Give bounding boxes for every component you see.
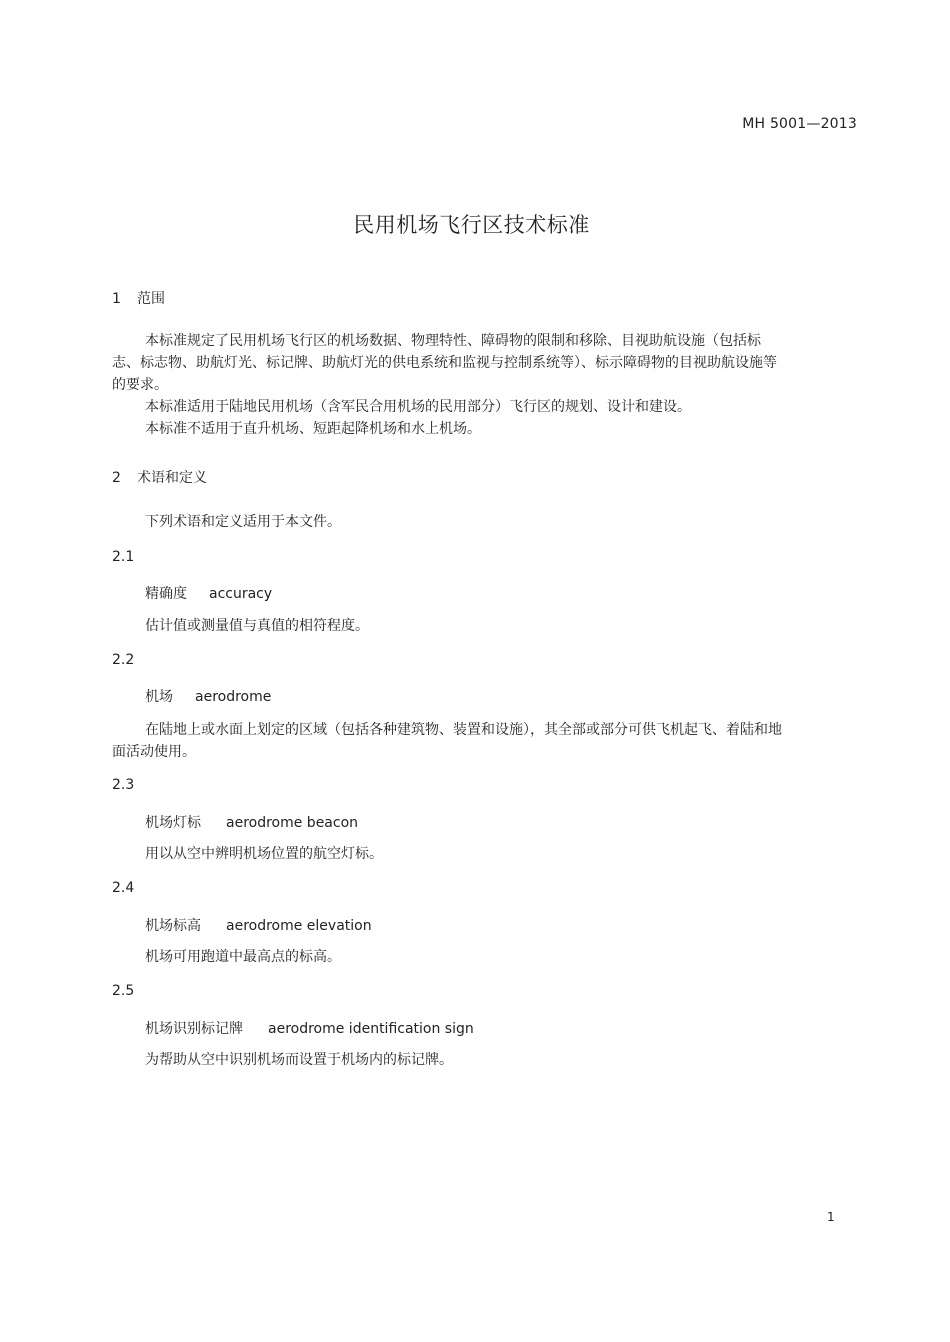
section-heading-terms [112,467,207,487]
terms-intro: 下列术语和定义适用于本文件。 [145,514,341,530]
term-zh: 机场标高 [145,918,201,934]
term-number: 2.3 [112,777,135,793]
term-en: accuracy [209,586,273,602]
term-entry [145,915,372,935]
document-code: MH 5001—2013 [742,116,857,132]
section-title: 术语和定义 [137,470,207,486]
document-title: 民用机场飞行区技术标准 [353,213,590,237]
term-number: 2.5 [112,983,135,999]
term-definition: 机场可用跑道中最高点的标高。 [145,949,341,965]
scope-paragraph-3: 本标准不适用于直升机场、短距起降机场和水上机场。 [145,421,481,437]
page-number: 1 [827,1210,835,1224]
section-title: 范围 [137,291,165,307]
term-en: aerodrome [195,689,272,705]
term-zh: 精确度 [145,586,187,602]
term-en: aerodrome elevation [226,918,372,934]
section-number: 2 [112,470,121,486]
term-definition: 在陆地上或水面上划定的区域（包括各种建筑物、装置和设施），其全部或部分可供飞机起飞、着陆和地面活动使用。 [112,722,782,760]
term-en: aerodrome beacon [226,815,359,831]
section-number: 1 [112,291,121,307]
term-definition: 为帮助从空中识别机场而设置于机场内的标记牌。 [145,1052,453,1068]
term-zh: 机场 [145,689,173,705]
term-zh: 机场识别标记牌 [145,1021,243,1037]
term-definition: 估计值或测量值与真值的相符程度。 [145,618,369,634]
scope-paragraph-1: 本标准规定了民用机场飞行区的机场数据、物理特性、障碍物的限制和移除、目视助航设施（包括标志、标志物、助航灯光、标记牌、助航灯光的供电系统和监视与控制系统等）、标示障碍物的目视助航设施等的要求。 [112,333,777,393]
term-en: aerodrome identification sign [268,1021,474,1037]
term-number: 2.1 [112,549,135,565]
scope-paragraph-2: 本标准适用于陆地民用机场（含军民合用机场的民用部分）飞行区的规划、设计和建设。 [145,399,691,415]
term-entry [145,1018,474,1038]
term-entry [145,812,358,832]
section-heading-scope [112,288,165,308]
term-number: 2.4 [112,880,135,896]
term-zh: 机场灯标 [145,815,201,831]
term-number: 2.2 [112,652,135,668]
term-entry [145,583,272,603]
term-entry [145,686,271,706]
term-definition: 用以从空中辨明机场位置的航空灯标。 [145,846,383,862]
